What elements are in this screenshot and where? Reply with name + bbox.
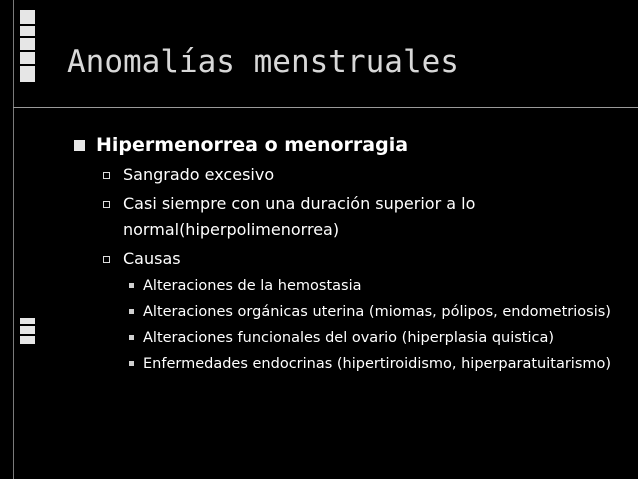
bullet-text: Sangrado excesivo xyxy=(123,165,275,184)
bullet-text: Enfermedades endocrinas (hipertiroidismo, hiperparatuitarismo) xyxy=(143,356,612,372)
title-divider xyxy=(13,107,638,108)
hollow-square-bullet-icon xyxy=(103,172,110,179)
left-vertical-rule xyxy=(13,0,14,479)
hollow-square-bullet-icon xyxy=(103,201,110,208)
small-square-bullet-icon xyxy=(129,361,134,366)
bullet-text: Hipermenorrea o menorragia xyxy=(96,134,409,156)
bullet-level3 xyxy=(66,275,626,297)
square-bullet-icon xyxy=(74,140,85,151)
small-square-bullet-icon xyxy=(129,335,134,340)
bullet-level2 xyxy=(66,162,626,188)
bullet-level2 xyxy=(66,246,626,272)
hollow-square-bullet-icon xyxy=(103,256,110,263)
bullet-level2 xyxy=(66,191,626,243)
bullet-text: Alteraciones de la hemostasia xyxy=(143,278,362,294)
bullet-text: Causas xyxy=(123,249,181,268)
slide-content xyxy=(66,128,626,375)
decorative-bars-top xyxy=(20,10,35,90)
bullet-text: Alteraciones funcionales del ovario (hiperplasia quistica) xyxy=(143,330,555,346)
bullet-text: Casi siempre con una duración superior a lo normal(hiperpolimenorrea) xyxy=(123,194,476,239)
bullet-text: Alteraciones orgánicas uterina (miomas, pólipos, endometriosis) xyxy=(143,304,611,320)
decorative-bars-bottom xyxy=(20,318,35,348)
bullet-level3 xyxy=(66,353,626,375)
bullet-level3 xyxy=(66,301,626,323)
bullet-level1 xyxy=(66,128,626,162)
small-square-bullet-icon xyxy=(129,283,134,288)
slide-title: Anomalías menstruales xyxy=(67,44,459,80)
small-square-bullet-icon xyxy=(129,309,134,314)
bullet-level3 xyxy=(66,327,626,349)
